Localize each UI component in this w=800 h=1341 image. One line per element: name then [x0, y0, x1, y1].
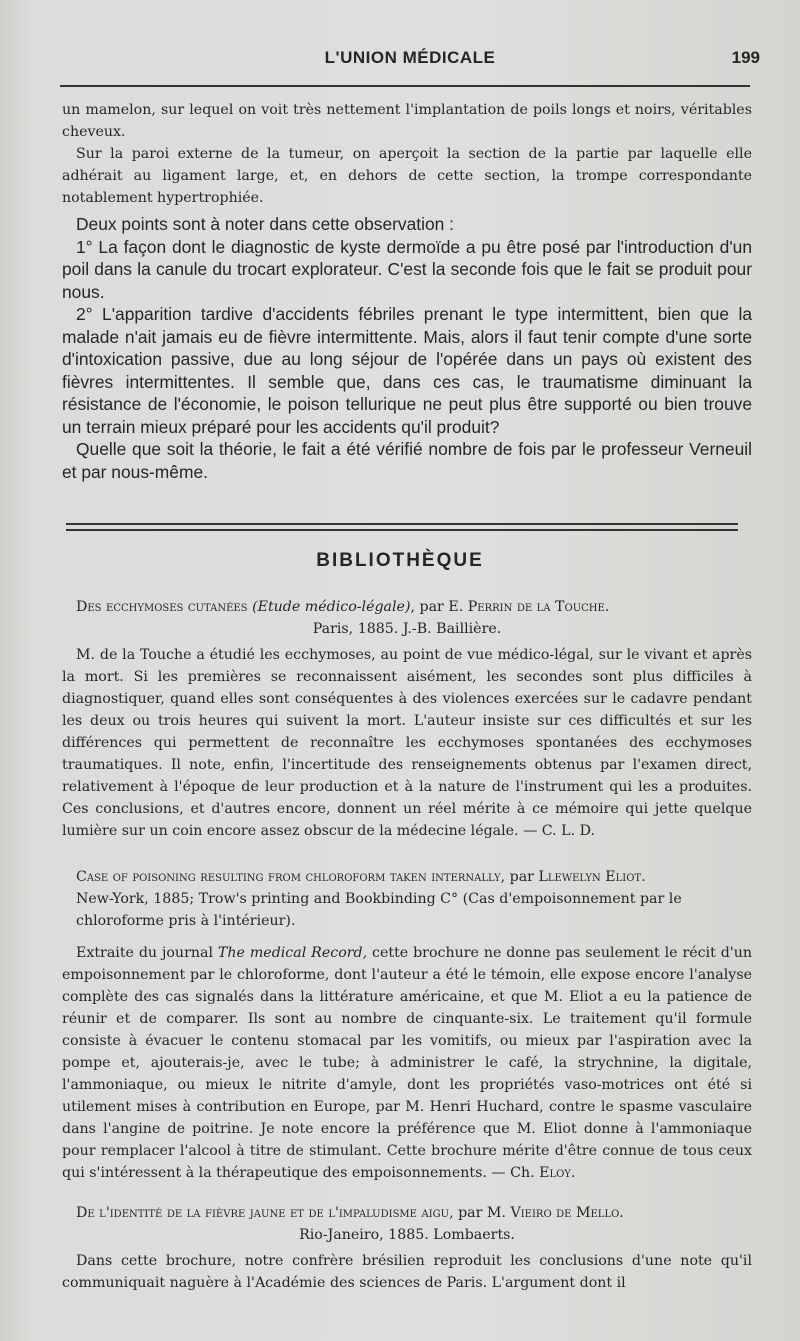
entry-2-body-pre: Extraite du journal	[76, 945, 213, 961]
entry-3-publisher: Rio-Janeiro, 1885. Lombaerts.	[299, 1227, 515, 1243]
entry-1-heading	[62, 596, 752, 618]
entry-1-subtitle: (Etude médico-légale)	[252, 599, 411, 615]
entry-1-body: M. de la Touche a étudié les ecchymoses, au point de vue médico-légal, sur le vivant et après la mort. Si les premières se reconnaissent aisément, les secondes sont plus difficiles à diagnostiquer, quand elles sont conséquentes à des violences exercées sur le cadavre pendant les deux ou trois heures qui suivent la mort. L'auteur insiste sur ces difficultés et sur les différences qui permettent de reconnaître les ecchymoses spontanées des ecchymoses traumatiques. Il note, enfin, l'incertitude des renseignements obtenus par l'examen direct, relativement à l'époque de leur production et à la nature de l'instrument qui les a produites. Ces conclusions, et d'autres encore, donnent un réel mérite à ce mémoire qui jette quelque lumière sur un coin encore assez obscur de la médecine légale. — C. L. D.	[62, 647, 752, 839]
entry-3-body: Dans cette brochure, notre confrère brésilien reproduit les conclusions d'une note qu'il communiquait naguère à l'Académie des sciences de Paris. L'argument dont il	[62, 1253, 752, 1291]
journal-title: L'UNION MÉDICALE	[324, 48, 496, 67]
entry-2-publisher: New-York, 1885; Trow's printing and Bookbinding C° (Cas d'empoisonnement par le chloroforme pris à l'intérieur).	[76, 891, 682, 929]
intro-text	[62, 99, 752, 209]
observation-text	[62, 213, 752, 483]
entry-3-title: De l'identité de la fièvre jaune et de l'impaludisme aigu	[76, 1205, 450, 1221]
section-title: BIBLIOTHÈQUE	[316, 550, 484, 571]
page-number: 199	[731, 48, 760, 67]
header-rule	[60, 85, 750, 87]
entry-1-title: Des ecchymoses cutanées	[76, 599, 248, 615]
entry-3-heading	[62, 1202, 752, 1224]
entry-2-heading	[62, 866, 752, 888]
observation-point-1: 1° La façon dont le diagnostic de kyste dermoïde a pu être posé par l'introduction d'un poil dans la canule du trocart explorateur. C'est la seconde fois que le fait se produit pour nous.	[62, 236, 752, 302]
entry-3-author: Vieiro de Mello.	[510, 1205, 624, 1221]
entry-2-by: , par	[500, 869, 534, 885]
intro-paragraph-1: un mamelon, sur lequel on voit très nettement l'implantation de poils longs et noirs, véritables cheveux.	[62, 102, 752, 140]
bibliography-entry-3	[62, 1202, 752, 1294]
entry-1-author: Perrin de la Touche.	[467, 599, 610, 615]
entry-2-journal: The medical Record,	[217, 945, 368, 961]
entry-1-by: , par E.	[410, 599, 464, 615]
entry-1-publisher: Paris, 1885. J.-B. Baillière.	[312, 621, 502, 637]
entry-2-signature: Eloy.	[539, 1165, 576, 1181]
intro-paragraph-2: Sur la paroi externe de la tumeur, on aperçoit la section de la partie par laquelle elle adhérait au ligament large, et, en dehors de cette section, la trompe correspondante notablement hypertrophiée.	[62, 146, 752, 206]
entry-2-title: Case of poisoning resulting from chloroform taken internally	[76, 869, 501, 885]
entry-2-body	[62, 942, 752, 1184]
running-header	[60, 48, 760, 78]
bibliography-entry-2	[62, 866, 752, 1184]
observation-point-3: Quelle que soit la théorie, le fait a été vérifié nombre de fois par le professeur Verneuil et par nous-même.	[62, 439, 752, 482]
section-divider	[66, 523, 738, 531]
bibliography-entry-1	[62, 596, 752, 842]
entry-2-body-rest: cette brochure ne donne pas seulement le récit d'un empoisonnement par le chloroforme, dont l'auteur a été le témoin, elle expose encore l'analyse complète des cas signalés dans la littérature américaine, et que M. Eliot a eu la patience de réunir et de comparer. Ils sont au nombre de cinquante-six. Le traitement qu'il formule consiste à évacuer le contenu stomacal par les vomitifs, ou mieux par l'aspiration avec la pompe et, ajouterais-je, avec le tube; à administrer le café, la strychnine, la digitale, l'ammoniaque, ou mieux le nitrite d'amyle, dont les propriétés vaso-motrices ont été si utilement mises à contribution en Europe, par M. Henri Huchard, contre le spasme vasculaire dans l'angine de poitrine. Je note encore la préférence que M. Eliot donne à l'ammoniaque pour remplacer l'alcool à titre de stimulant. Cette brochure mérite d'être connue de tous ceux qui s'intéressent à la thérapeutique des empoisonnements. — Ch.	[62, 945, 752, 1181]
entry-2-author: Llewelyn Eliot.	[538, 869, 646, 885]
observation-lead: Deux points sont à noter dans cette observation :	[76, 214, 454, 234]
observation-point-2: 2° L'apparition tardive d'accidents fébriles prenant le type intermittent, bien que la malade n'ait jamais eu de fièvre intermittente. Mais, alors il faut tenir compte d'une sorte d'intoxication passive, due au long séjour de l'opérée dans un pays où existent des fièvres intermittentes. Il semble que, dans ces cas, le traumatisme diminuant la résistance de l'économie, le poison tellurique ne peut plus être supporté ou bien trouve un terrain mieux préparé pour les accidents qu'il produit?	[62, 304, 752, 437]
entry-3-by: , par M.	[449, 1205, 506, 1221]
